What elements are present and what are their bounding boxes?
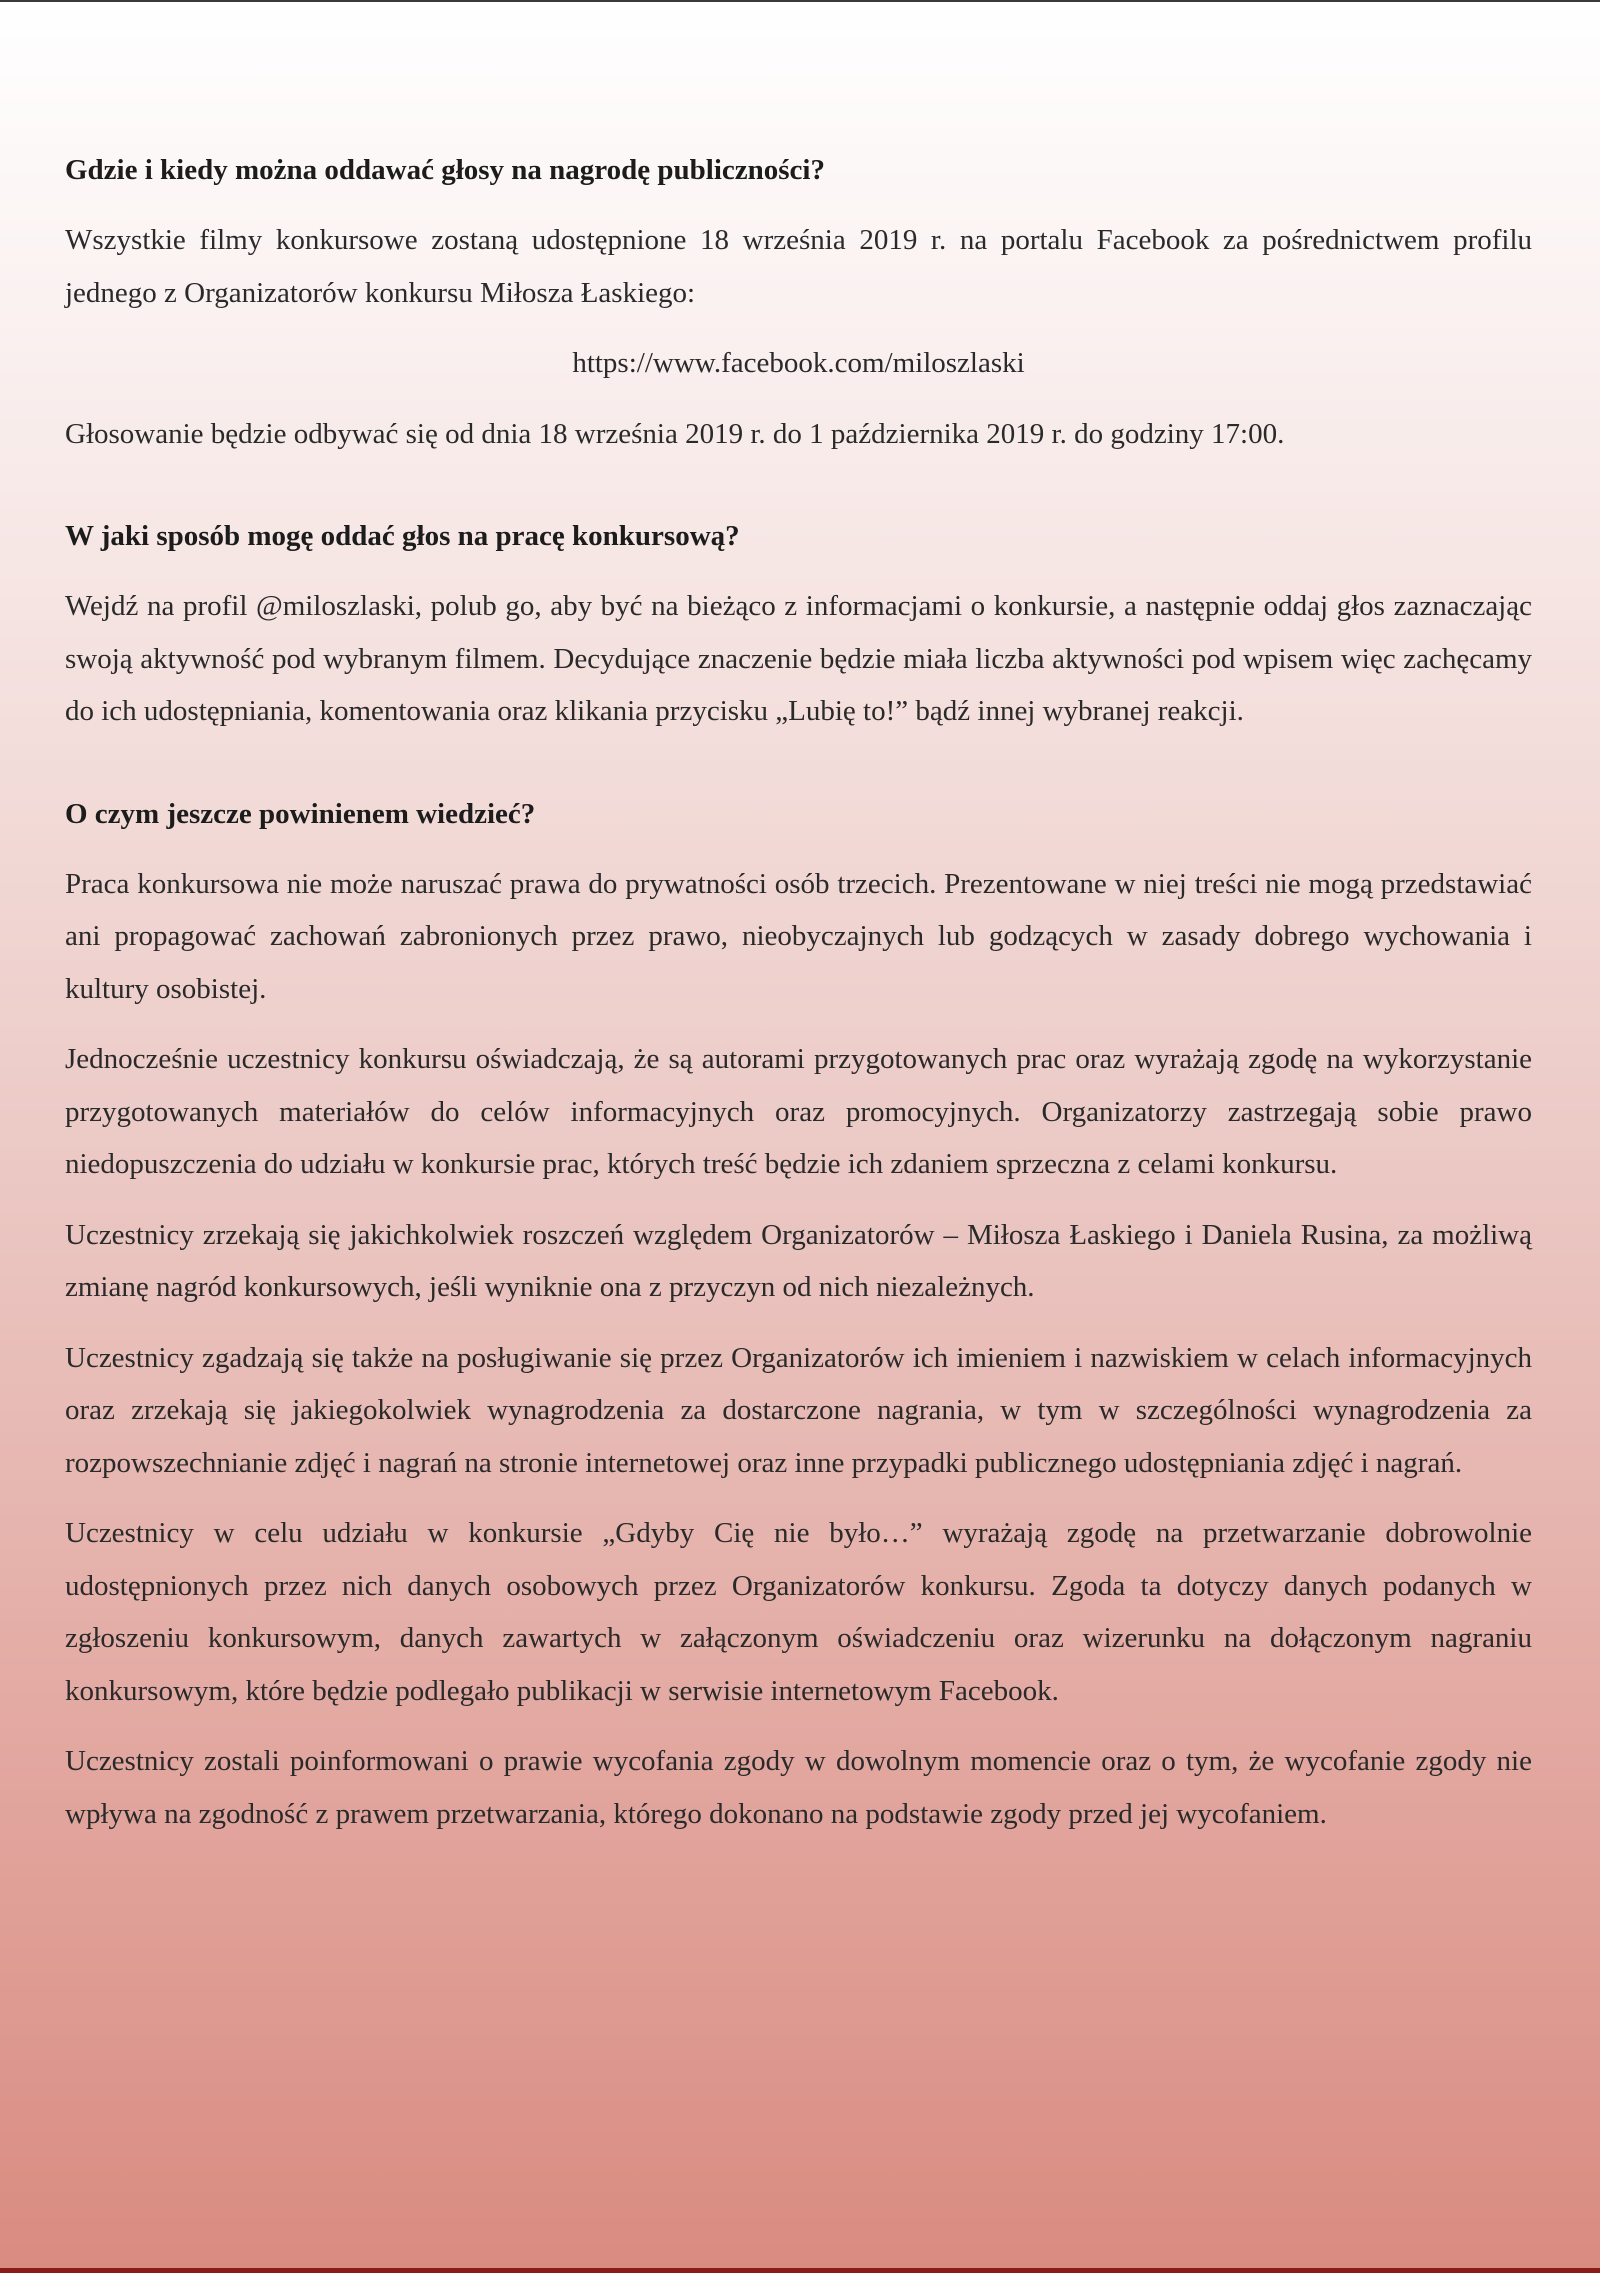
paragraph-how-to-vote: Wejdź na profil @miloszlaski, polub go, aby być na bieżąco z informacjami o konkursie, a następnie oddaj głos zaznaczając swoją aktywność pod wybranym filmem. Decydujące znaczenie będzie miała liczba aktywności pod wpisem więc zachęcamy do ich udostępniania, komentowania oraz klikania przycisku „Lubię to!” bądź innej wybranej reakcji. <box>65 590 1532 727</box>
paragraph-name-usage: Uczestnicy zgadzają się także na posługiwanie się przez Organizatorów ich imieniem i nazwiskiem w celach informacyjnych oraz zrzekają się jakiegokolwiek wynagrodzenia za dostarczone nagrania, w tym w szczególności wynagrodzenia za rozpowszechnianie zdjęć i nagrań na stronie internetowej oraz inne przypadki publicznego udostępniania zdjęć i nagrań. <box>65 1341 1532 1479</box>
paragraph-privacy: Praca konkursowa nie może naruszać prawa do prywatności osób trzecich. Prezentowane w niej treści nie mogą przedstawiać ani propagować zachowań zabronionych przez prawo, nieobyczajnych lub godzących w zasady dobrego wychowania i kultury osobistej. <box>65 867 1532 1005</box>
paragraph-voting-period: Głosowanie będzie odbywać się od dnia 18 września 2019 r. do 1 października 2019 r. do godziny 17:00. <box>65 417 1285 450</box>
heading-voting-where-when: Gdzie i kiedy można oddawać głosy na nagrodę publiczności? <box>65 154 825 186</box>
paragraph-data-processing: Uczestnicy w celu udziału w konkursie „Gdyby Cię nie było…” wyrażają zgodę na przetwarzanie dobrowolnie udostępnionych przez nich danych osobowych przez Organizatorów konkursu. Zgoda ta dotyczy danych podanych w zgłoszeniu konkursowym, danych zawartych w załączonym oświadczeniu oraz wizerunku na dołączonym nagraniu konkursowym, które będzie podlegało publikacji w serwisie internetowym Facebook. <box>65 1517 1532 1707</box>
heading-how-to-vote: W jaki sposób mogę oddać głos na pracę konkursową? <box>65 520 740 552</box>
facebook-profile-link[interactable]: https://www.facebook.com/miloszlaski <box>572 347 1025 379</box>
paragraph-films-published: Wszystkie filmy konkursowe zostaną udostępnione 18 września 2019 r. na portalu Facebook za pośrednictwem profilu jednego z Organizatorów konkursu Miłosza Łaskiego: <box>65 224 1532 309</box>
document-body <box>65 150 1532 1858</box>
bottom-border <box>0 2268 1600 2273</box>
top-border <box>0 0 1600 2</box>
paragraph-authorship-consent: Jednocześnie uczestnicy konkursu oświadczają, że są autorami przygotowanych prac oraz wyrażają zgodę na wykorzystanie przygotowanych materiałów do celów informacyjnych oraz promocyjnych. Organizatorzy zastrzegają sobie prawo niedopuszczenia do udziału w konkursie prac, których treść będzie ich zdaniem sprzeczna z celami konkursu. <box>65 1043 1532 1180</box>
heading-what-else: O czym jeszcze powinienem wiedzieć? <box>65 797 536 830</box>
paragraph-consent-withdrawal: Uczestnicy zostali poinformowani o prawie wycofania zgody w dowolnym momencie oraz o tym, że wycofanie zgody nie wpływa na zgodność z prawem przetwarzania, którego dokonano na podstawie zgody przed jej wycofaniem. <box>65 1745 1532 1830</box>
paragraph-claims-waiver: Uczestnicy zrzekają się jakichkolwiek roszczeń względem Organizatorów – Miłosza Łaskiego i Daniela Rusina, za możliwą zmianę nagród konkursowych, jeśli wyniknie ona z przyczyn od nich niezależnych. <box>65 1218 1532 1303</box>
